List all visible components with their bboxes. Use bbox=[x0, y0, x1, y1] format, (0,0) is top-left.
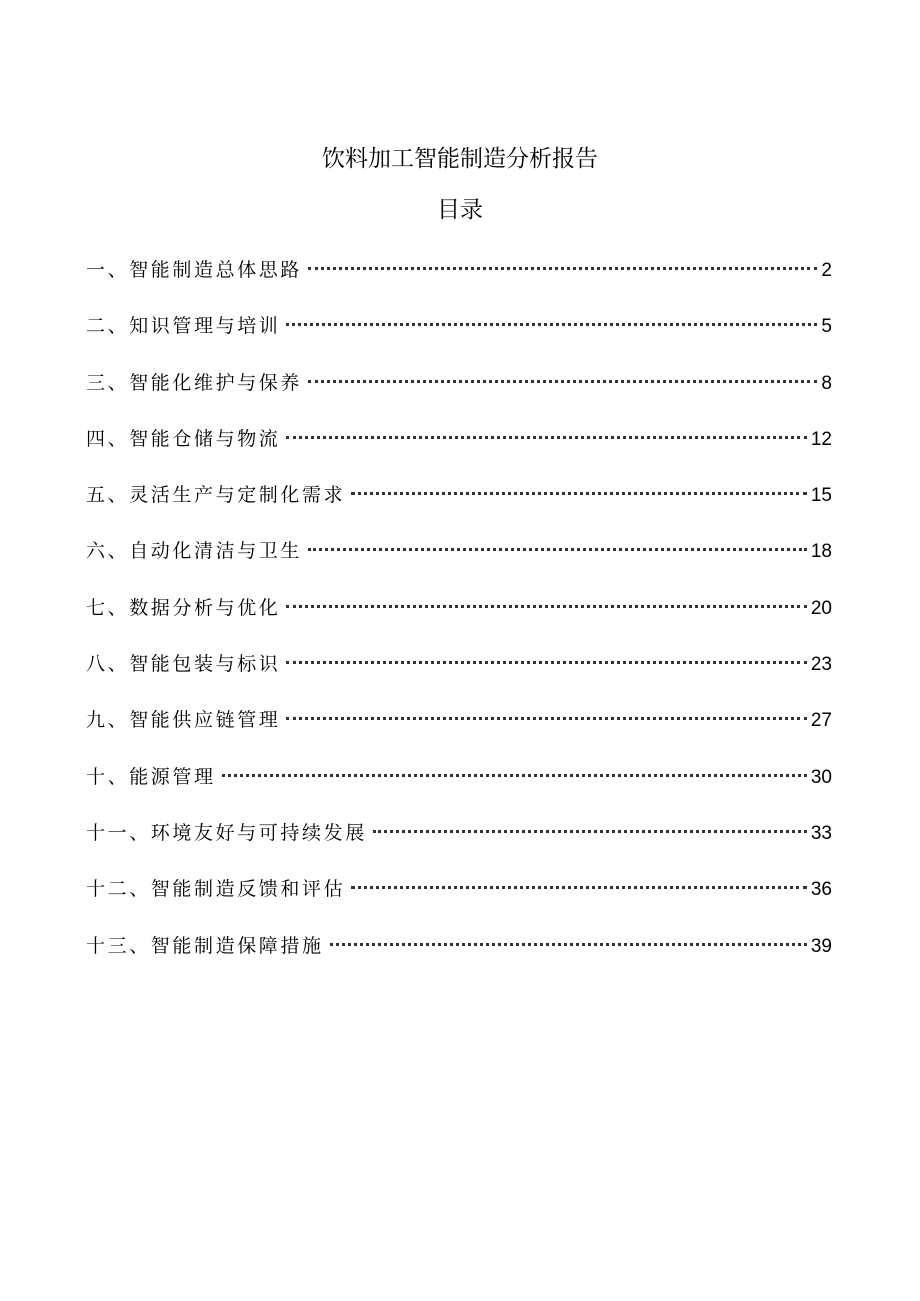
toc-entry-page: 18 bbox=[810, 541, 832, 563]
toc-entry-label: 六、自动化清洁与卫生 bbox=[86, 540, 303, 563]
toc-dot-leader bbox=[286, 661, 806, 664]
toc-dot-leader bbox=[308, 380, 817, 383]
document-title: 饮料加工智能制造分析报告 bbox=[322, 146, 598, 173]
toc-entry-label: 十三、智能制造保障措施 bbox=[86, 934, 324, 957]
toc-entry-page: 33 bbox=[810, 822, 832, 844]
toc-entry[interactable] bbox=[86, 871, 832, 927]
toc-entry-page: 12 bbox=[810, 428, 832, 450]
toc-entry-label: 九、智能供应链管理 bbox=[86, 709, 281, 732]
toc-entry[interactable] bbox=[86, 759, 832, 815]
toc-entry-label: 五、灵活生产与定制化需求 bbox=[86, 484, 346, 507]
toc-entry-page: 27 bbox=[810, 710, 832, 732]
toc-entry[interactable] bbox=[86, 477, 832, 533]
toc-entry[interactable] bbox=[86, 590, 832, 646]
toc-entry-page: 15 bbox=[810, 485, 832, 507]
toc-entry-label: 十、能源管理 bbox=[86, 765, 216, 788]
toc-entry-label: 一、智能制造总体思路 bbox=[86, 259, 303, 281]
toc-dot-leader bbox=[286, 436, 806, 439]
toc-entry-label: 十一、环境友好与可持续发展 bbox=[86, 821, 367, 844]
toc-entry-label: 七、数据分析与优化 bbox=[86, 596, 281, 619]
toc-dot-leader bbox=[308, 548, 807, 551]
toc-entry-page: 2 bbox=[821, 260, 832, 281]
toc-heading: 目录 bbox=[437, 197, 483, 223]
table-of-contents bbox=[86, 252, 832, 984]
toc-dot-leader bbox=[286, 323, 817, 326]
toc-entry-label: 八、智能包装与标识 bbox=[86, 653, 281, 676]
toc-dot-leader bbox=[373, 830, 807, 833]
toc-entry[interactable] bbox=[86, 815, 832, 871]
toc-entry[interactable] bbox=[86, 702, 832, 758]
toc-dot-leader bbox=[308, 267, 817, 270]
toc-dot-leader bbox=[222, 774, 807, 777]
toc-entry-label: 三、智能化维护与保养 bbox=[86, 371, 303, 394]
toc-entry-label: 二、知识管理与培训 bbox=[86, 315, 281, 338]
toc-entry[interactable] bbox=[86, 646, 832, 702]
toc-entry-page: 23 bbox=[810, 654, 832, 676]
toc-entry-page: 5 bbox=[821, 316, 832, 338]
toc-entry-page: 39 bbox=[810, 935, 832, 957]
toc-entry[interactable] bbox=[86, 252, 832, 308]
toc-entry-label: 十二、智能制造反馈和评估 bbox=[86, 878, 346, 901]
toc-dot-leader bbox=[330, 943, 807, 946]
toc-entry[interactable] bbox=[86, 365, 832, 421]
toc-dot-leader bbox=[286, 605, 806, 608]
toc-entry[interactable] bbox=[86, 928, 832, 984]
toc-entry-page: 8 bbox=[821, 372, 832, 394]
toc-entry[interactable] bbox=[86, 308, 832, 364]
toc-entry-page: 20 bbox=[810, 597, 832, 619]
toc-entry[interactable] bbox=[86, 421, 832, 477]
toc-entry-label: 四、智能仓储与物流 bbox=[86, 427, 281, 450]
toc-entry-page: 36 bbox=[810, 879, 832, 901]
toc-entry[interactable] bbox=[86, 533, 832, 589]
toc-dot-leader bbox=[351, 886, 807, 889]
toc-dot-leader bbox=[351, 492, 807, 495]
toc-dot-leader bbox=[286, 717, 806, 720]
toc-entry-page: 30 bbox=[810, 766, 832, 788]
